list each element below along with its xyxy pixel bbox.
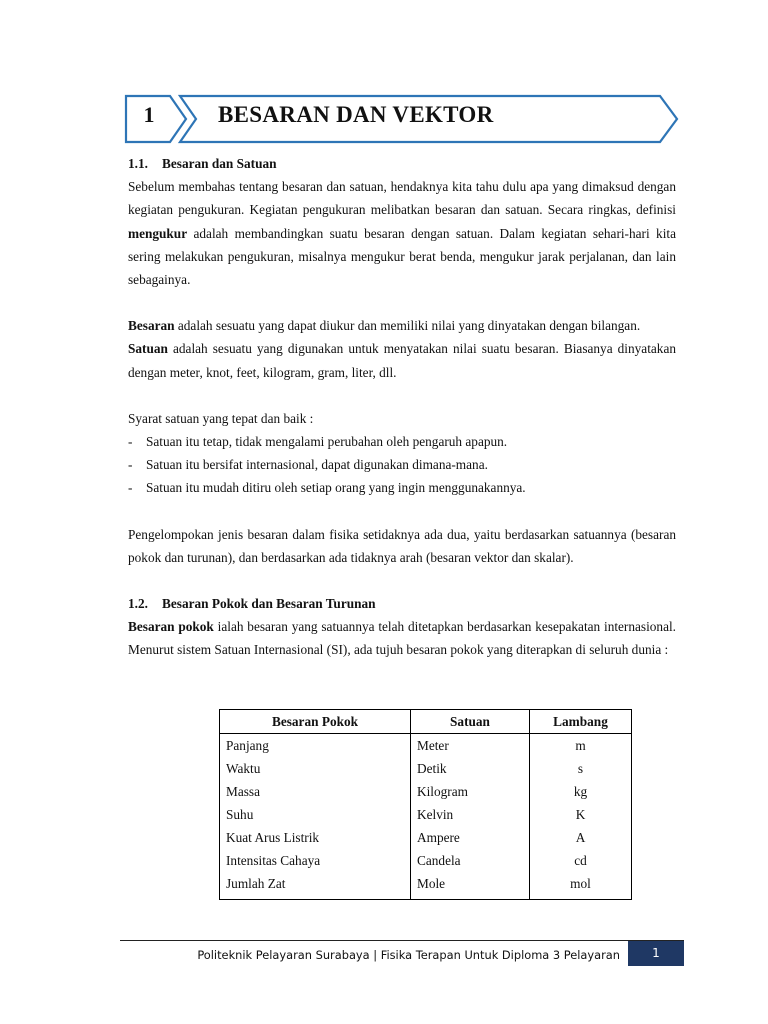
section-number: 1.2.: [128, 596, 148, 612]
list-item: - Satuan itu mudah ditiru oleh setiap orang yang ingin menggunakannya.: [128, 476, 676, 499]
footer-text: Politeknik Pelayaran Surabaya | Fisika Terapan Untuk Diploma 3 Pelayaran: [197, 948, 620, 962]
table-cell: Ampere: [411, 826, 530, 849]
table-header-row: [220, 710, 632, 734]
bold-term: mengukur: [128, 225, 188, 241]
paragraph-text: Sebelum membahas tentang besaran dan satuan, hendaknya kita tahu dulu apa yang dimaksud dengan kegiatan pengukuran. Kegiatan pengukuran melibatkan besaran dan satuan. Secara ringkas, definisi: [128, 179, 676, 218]
section-heading-1-2: [128, 592, 676, 615]
table-row: [220, 826, 632, 849]
table-cell: Kuat Arus Listrik: [220, 826, 411, 849]
section-heading-1-1: [128, 152, 676, 175]
table-cell: Meter: [411, 734, 530, 758]
table-cell: Jumlah Zat: [220, 872, 411, 900]
table-cell: Mole: [411, 872, 530, 900]
besaran-pokok-table: [219, 709, 632, 900]
table-cell: Massa: [220, 780, 411, 803]
paragraph-besaran-pokok: [128, 615, 676, 661]
paragraph-besaran: [128, 314, 676, 337]
paragraph-text: adalah membandingkan suatu besaran dengan satuan. Dalam kegiatan sehari-hari kita sering melakukan pengukuran, misalnya mengukur berat benda, mengukur jarak perjalanan, dan lain sebagainya.: [128, 225, 676, 288]
table-cell: Detik: [411, 757, 530, 780]
paragraph-satuan: [128, 337, 676, 383]
table-row: [220, 849, 632, 872]
syarat-intro: Syarat satuan yang tepat dan baik :: [128, 410, 314, 426]
table-cell: Kelvin: [411, 803, 530, 826]
bold-term: Besaran: [128, 318, 175, 334]
table-row: [220, 803, 632, 826]
paragraph-pengelompokan: Pengelompokan jenis besaran dalam fisika setidaknya ada dua, yaitu berdasarkan satuannya (besaran pokok dan turunan), dan berdasarkan ada tidaknya arah (besaran vektor dan skalar).: [128, 526, 676, 565]
chapter-title: BESARAN DAN VEKTOR: [218, 102, 494, 127]
chapter-number: 1: [143, 102, 155, 127]
chapter-banner: [124, 94, 680, 144]
table-row: [220, 757, 632, 780]
list-item: - Satuan itu bersifat internasional, dapat digunakan dimana-mana.: [128, 453, 676, 476]
table-cell: kg: [530, 780, 632, 803]
table-cell: Candela: [411, 849, 530, 872]
table-cell: K: [530, 803, 632, 826]
section-number: 1.1.: [128, 156, 148, 171]
table-row: [220, 872, 632, 900]
syarat-list: [128, 430, 676, 500]
table-cell: s: [530, 757, 632, 780]
table-header: Lambang: [530, 710, 632, 734]
section-title: Besaran Pokok dan Besaran Turunan: [162, 596, 376, 612]
page-number: 1: [628, 941, 684, 966]
table-cell: Intensitas Cahaya: [220, 849, 411, 872]
table-cell: Suhu: [220, 803, 411, 826]
footer-divider: [120, 940, 684, 941]
section-title: Besaran dan Satuan: [162, 156, 277, 171]
paragraph-text: adalah sesuatu yang digunakan untuk menyatakan nilai suatu besaran. Biasanya dinyatakan dengan meter, knot, feet, kilogram, gram, liter, dll.: [128, 341, 676, 380]
bold-term: Satuan: [128, 341, 168, 357]
table-cell: Kilogram: [411, 780, 530, 803]
bold-term: Besaran pokok: [128, 619, 214, 635]
table-cell: A: [530, 826, 632, 849]
table-header: Besaran Pokok: [220, 710, 411, 734]
table-cell: m: [530, 734, 632, 758]
table-cell: cd: [530, 849, 632, 872]
paragraph-pengukuran: [128, 175, 676, 291]
table-cell: Waktu: [220, 757, 411, 780]
list-item: - Satuan itu tetap, tidak mengalami perubahan oleh pengaruh apapun.: [128, 430, 676, 453]
table-row: [220, 734, 632, 758]
paragraph-text: adalah sesuatu yang dapat diukur dan memiliki nilai yang dinyatakan dengan bilangan.: [174, 318, 641, 334]
main-content: [128, 152, 676, 662]
paragraph-text: ialah besaran yang satuannya telah ditetapkan berdasarkan kesepakatan internasional. Menurut sistem Satuan Internasional (SI), ada tujuh besaran pokok yang diterapkan di seluruh dunia :: [128, 619, 676, 658]
table-cell: mol: [530, 872, 632, 900]
table-cell: Panjang: [220, 734, 411, 758]
table-row: [220, 780, 632, 803]
table-header: Satuan: [411, 710, 530, 734]
